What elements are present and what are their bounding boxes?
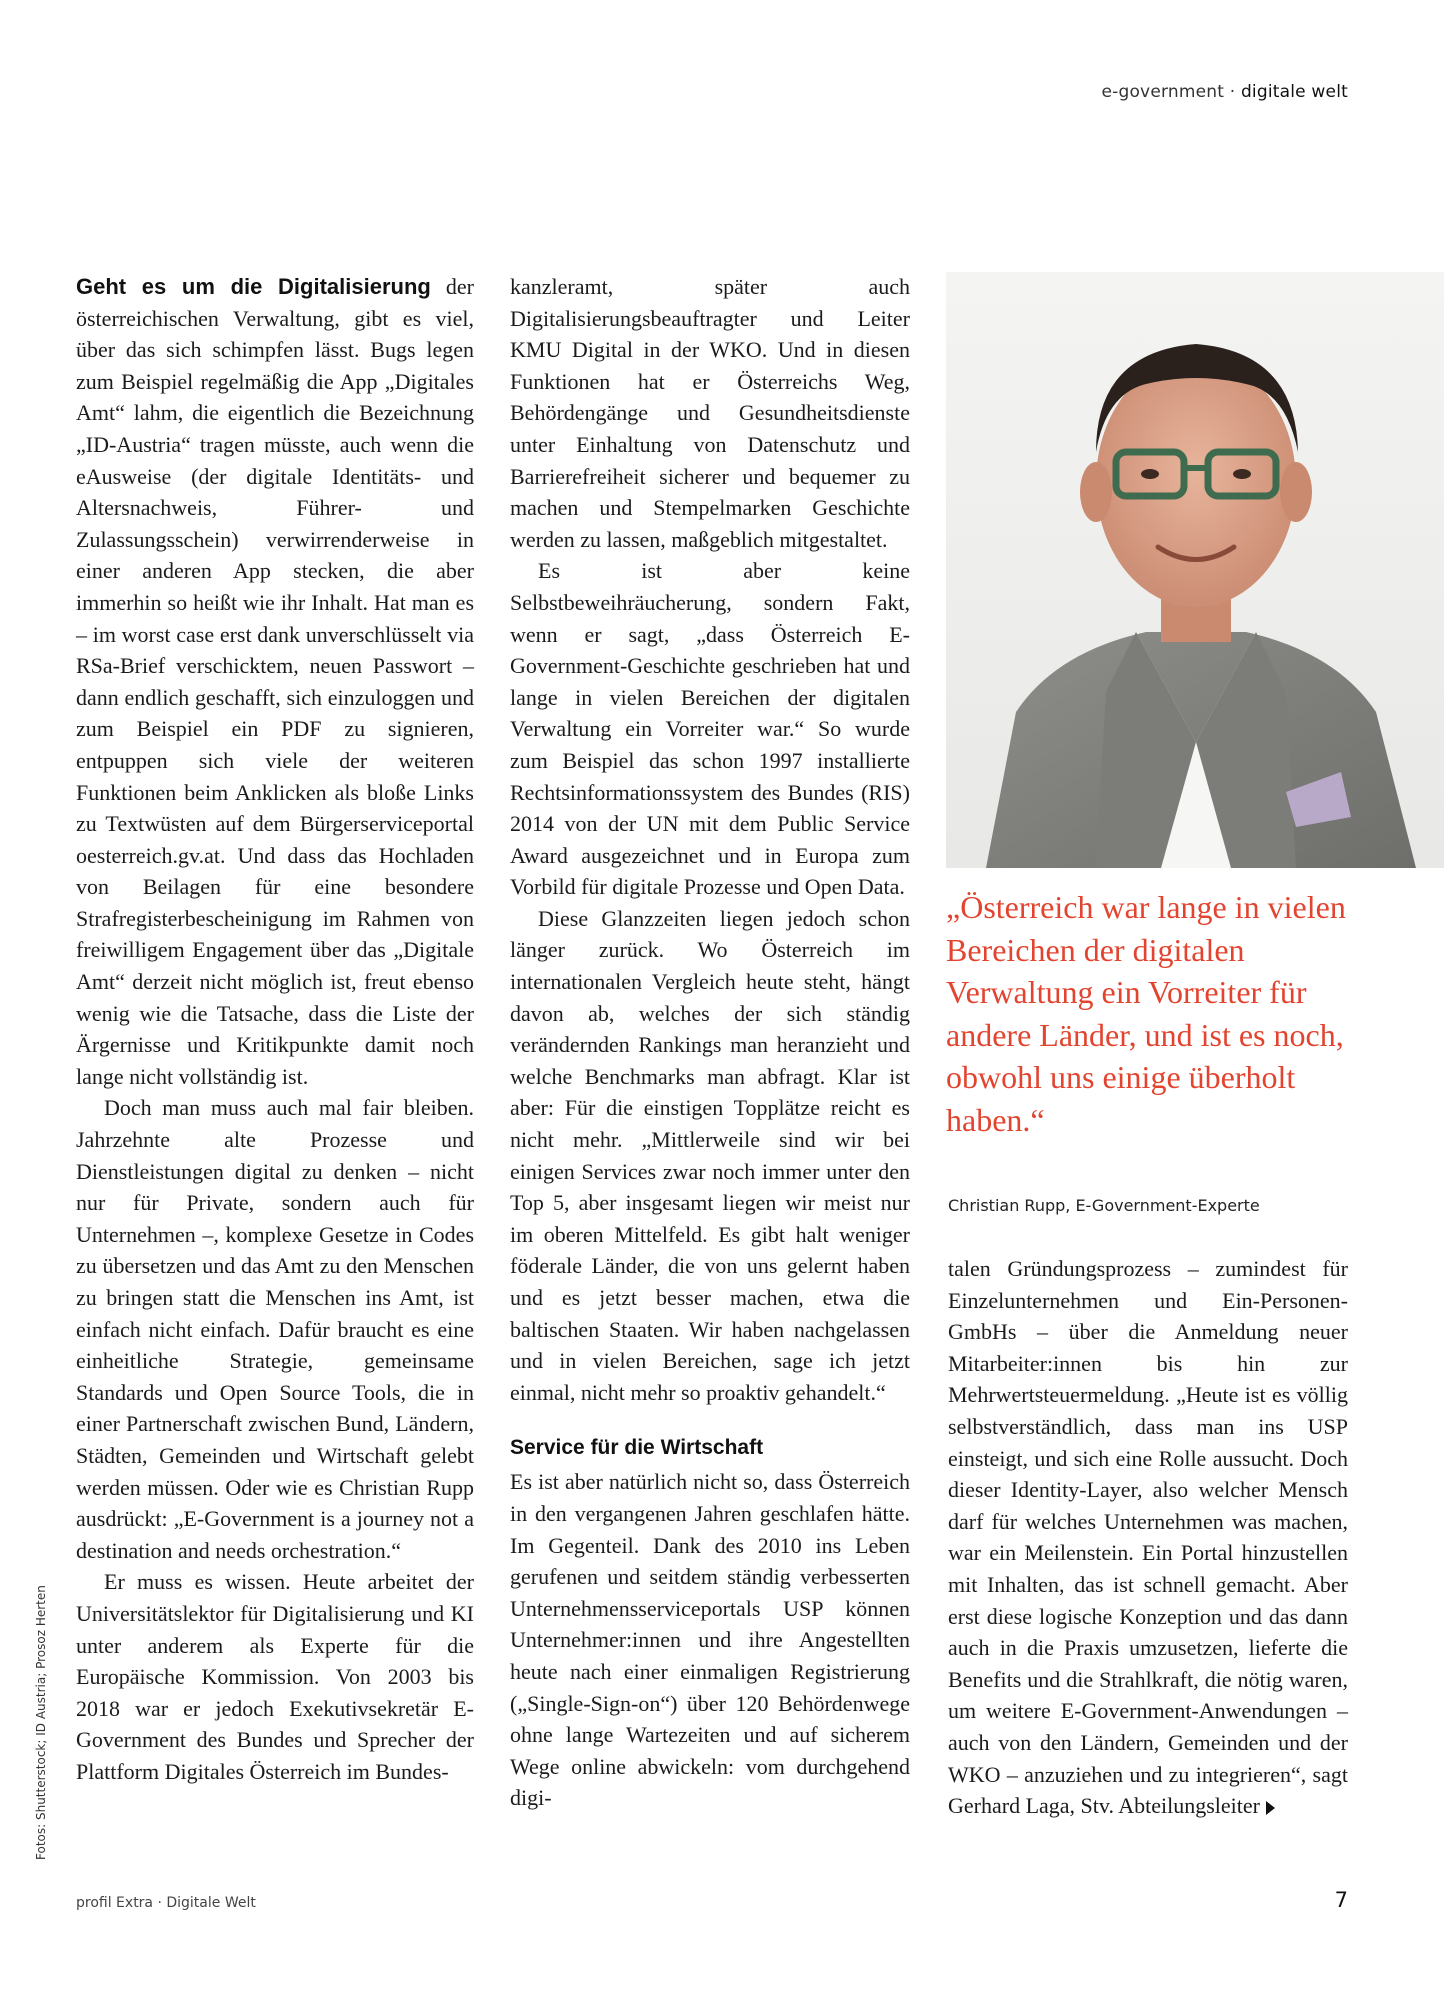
paragraph-text: der österreichischen Verwaltung, gibt es viel, über das sich schimpfen lässt. Bugs legen zum Beispiel regelmäßig die App „Digitales Amt“ lahm, die eigentlich die Bezeichnung „ID-Austria“ tragen müsste, auch wenn die eAusweise (der digitale Identitäts- und Altersnachweis, Führer- und Zulassungsschein) verwirrenderweise in einer anderen App stecken, die aber immerhin so heißt wie ihr Inhalt. Hat man es – im worst case erst dank unverschlüsselt via RSa-Brief verschicktem, neuen Passwort – dann endlich geschafft, sich einzuloggen und zum Beispiel ein PDF zu signieren, entpuppen sich viele der weiteren Funktionen beim Anklicken als bloße Links zu Textwüsten auf dem Bürgerserviceportal oesterreich.gv.at. Und dass das Hochladen von Beilagen für eine besondere Strafregisterbescheinigung im Rahmen von freiwilligem Engagement über das „Digitale Amt“ derzeit nicht möglich ist, freut ebenso wenig wie die Tatsache, dass die Liste der Ärgernisse und Kritikpunkte damit noch lange nicht vollständig ist. <box>76 274 474 1089</box>
article-paragraph <box>76 271 474 1092</box>
section-separator: · <box>1229 82 1236 102</box>
pull-quote: „Österreich war lange in vielen Bereichen der digitalen Verwaltung ein Vorreiter für andere Länder, und ist es noch, obwohl uns einige überholt haben.“ <box>946 889 1346 1138</box>
section-subheading: Service für die Wirtschaft <box>510 1436 764 1460</box>
portrait-photo <box>946 272 1444 868</box>
article-paragraph: Diese Glanzzeiten liegen jedoch schon länger zurück. Wo Österreich im internationalen Vergleich heute steht, hängt davon ab, welches der sich ständig verändernden Rankings man heranzieht und welche Benchmarks man abfragt. Klar ist aber: Für die einstigen Topplätze reicht es nicht mehr. „Mittlerweile sind wir bei einigen Services zwar noch immer unter den Top 5, aber insgesamt liegen wir meist nur im oberen Mittelfeld. Es gibt halt weniger föderale Länder, die von uns gelernt haben und es jetzt besser machen, etwa die baltischen Staaten. Wir haben nachgelassen und in vielen Bereichen, sage ich jetzt einmal, nicht mehr so proaktiv gehandelt.“ <box>510 905 910 1405</box>
lead-heading: Geht es um die Digitalisierung <box>76 274 431 299</box>
section-label: e-government <box>1101 82 1225 102</box>
article-paragraph: Es ist aber keine Selbstbeweihräucherung, sondern Fakt, wenn er sagt, „dass Österreich E-Government-Geschichte geschrieben hat und lange in vielen Bereichen der digitalen Verwaltung ein Vorreiter war.“ So wurde zum Beispiel das schon 1997 installierte Rechtsinformationssystem des Bundes (RIS) 2014 von der UN mit dem Public Service Award ausgezeichnet und in Europa zum Vorbild für digitale Prozesse und Open Data. <box>510 558 910 900</box>
article-paragraph: kanzleramt, später auch Digitalisierungsbeauftragter und Leiter KMU Digital in der WKO. Und in diesen Funktionen hat er Österreichs Weg, Behördengänge und Gesundheitsdienste unter Einhaltung von Datenschutz und Barrierefreiheit sicherer und bequemer zu machen und Stempelmarken Geschichte werden zu lassen, maßgeblich mitgestaltet. <box>510 274 910 552</box>
photo-credit: Fotos: Shutterstock; ID Austria; Prosoz Herten <box>34 1585 48 1860</box>
article-paragraph: Es ist aber natürlich nicht so, dass Österreich in den vergangenen Jahren geschlafen hätte. Im Gegenteil. Dank des 2010 ins Leben gerufenen und seitdem ständig verbesserten Unternehmensserviceportals USP können Unternehmer:innen und ihre Angestellten heute nach einer einmaligen Registrierung („Single-Sign-on“) über 120 Behördenwege ohne lange Wartezeiten und auf sicherem Wege online abwickeln: vom durchgehend digi- <box>510 1469 910 1811</box>
paragraph-text: talen Gründungsprozess – zumindest für Einzelunternehmen und Ein-Personen-GmbHs – über die Anmeldung neuer Mitarbeiter:innen bis hin zur Mehrwertsteuermeldung. „Heute ist es völlig selbstverständlich, dass man ins USP einsteigt, und sich eine Rolle aussucht. Doch dieser Identity-Layer, also welcher Mensch darf für welches Unternehmen was machen, war ein Meilenstein. Ein Portal hinzustellen mit Inhalten, das ist schnell gemacht. Aber erst diese logische Konzeption und das dann auch in die Praxis umzusetzen, lieferte die Benefits und die Strahlkraft, die nötig waren, um weitere E-Government-Anwendungen – auch von den Ländern, Gemeinden und der WKO – anzuziehen und zu integrieren“, sagt Gerhard Laga, Stv. Abteilungsleiter <box>948 1256 1348 1819</box>
page-number: 7 <box>1334 1888 1348 1912</box>
continue-arrow-icon <box>1266 1801 1275 1815</box>
subsection-label: digitale welt <box>1240 82 1348 102</box>
portrait-illustration <box>946 272 1444 868</box>
article-paragraph <box>948 1253 1348 1822</box>
article-column-1 <box>76 271 474 1788</box>
article-column-3 <box>948 1253 1348 1822</box>
section-header <box>1101 82 1348 102</box>
article-column-2 <box>510 271 910 1814</box>
pull-quote-author: Christian Rupp, E-Government-Experte <box>948 1196 1260 1215</box>
article-paragraph: Doch man muss auch mal fair bleiben. Jahrzehnte alte Prozesse und Dienstleistungen digital zu denken – nicht nur für Private, sondern auch für Unternehmen –, komplexe Gesetze in Codes zu übersetzen und das Amt zu den Menschen zu bringen statt die Menschen ins Amt, ist einfach nicht einfach. Dafür braucht es eine einheitliche Strategie, gemeinsame Standards und Open Source Tools, die in einer Partnerschaft zwischen Bund, Ländern, Städten, Gemeinden und Wirtschaft gelebt werden müssen. Oder wie es Christian Rupp ausdrückt: „E-Government is a journey not a destination and needs orchestration.“ <box>76 1095 474 1563</box>
footer-publication: profil Extra · Digitale Welt <box>76 1895 256 1911</box>
article-paragraph: Er muss es wissen. Heute arbeitet der Universitätslektor für Digitalisierung und KI unter anderem als Experte für die Europäische Kommission. Von 2003 bis 2018 war er jedoch Exekutivsekretär E-Government des Bundes und Sprecher der Plattform Digitales Österreich im Bundes- <box>76 1569 474 1784</box>
